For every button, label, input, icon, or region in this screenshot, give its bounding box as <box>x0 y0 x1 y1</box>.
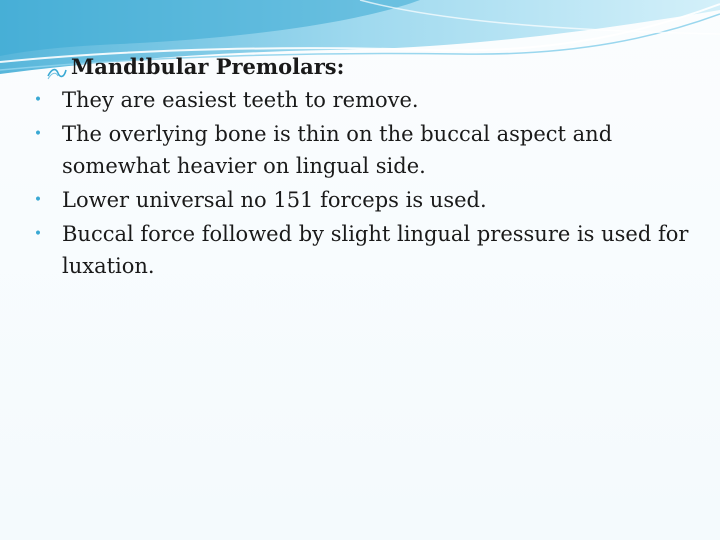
bullet-text: Lower universal no 151 forceps is used. <box>62 188 487 212</box>
bullet-list <box>26 84 696 282</box>
bullet-dot-icon: • <box>33 226 43 242</box>
bullet-text: Buccal force followed by slight lingual pressure is used for luxation. <box>62 222 689 278</box>
slide-heading <box>26 52 696 82</box>
list-item <box>26 84 696 116</box>
wave-bullet-icon <box>46 59 68 75</box>
heading-text: Mandibular Premolars: <box>71 54 345 79</box>
slide-content <box>26 52 696 284</box>
bullet-dot-icon: • <box>33 126 43 142</box>
list-item <box>26 218 696 282</box>
bullet-text: They are easiest teeth to remove. <box>62 88 419 112</box>
bullet-dot-icon: • <box>33 192 43 208</box>
bullet-text: The overlying bone is thin on the buccal aspect and somewhat heavier on lingual side. <box>62 122 613 178</box>
bullet-dot-icon: • <box>33 92 43 108</box>
list-item <box>26 118 696 182</box>
list-item <box>26 184 696 216</box>
